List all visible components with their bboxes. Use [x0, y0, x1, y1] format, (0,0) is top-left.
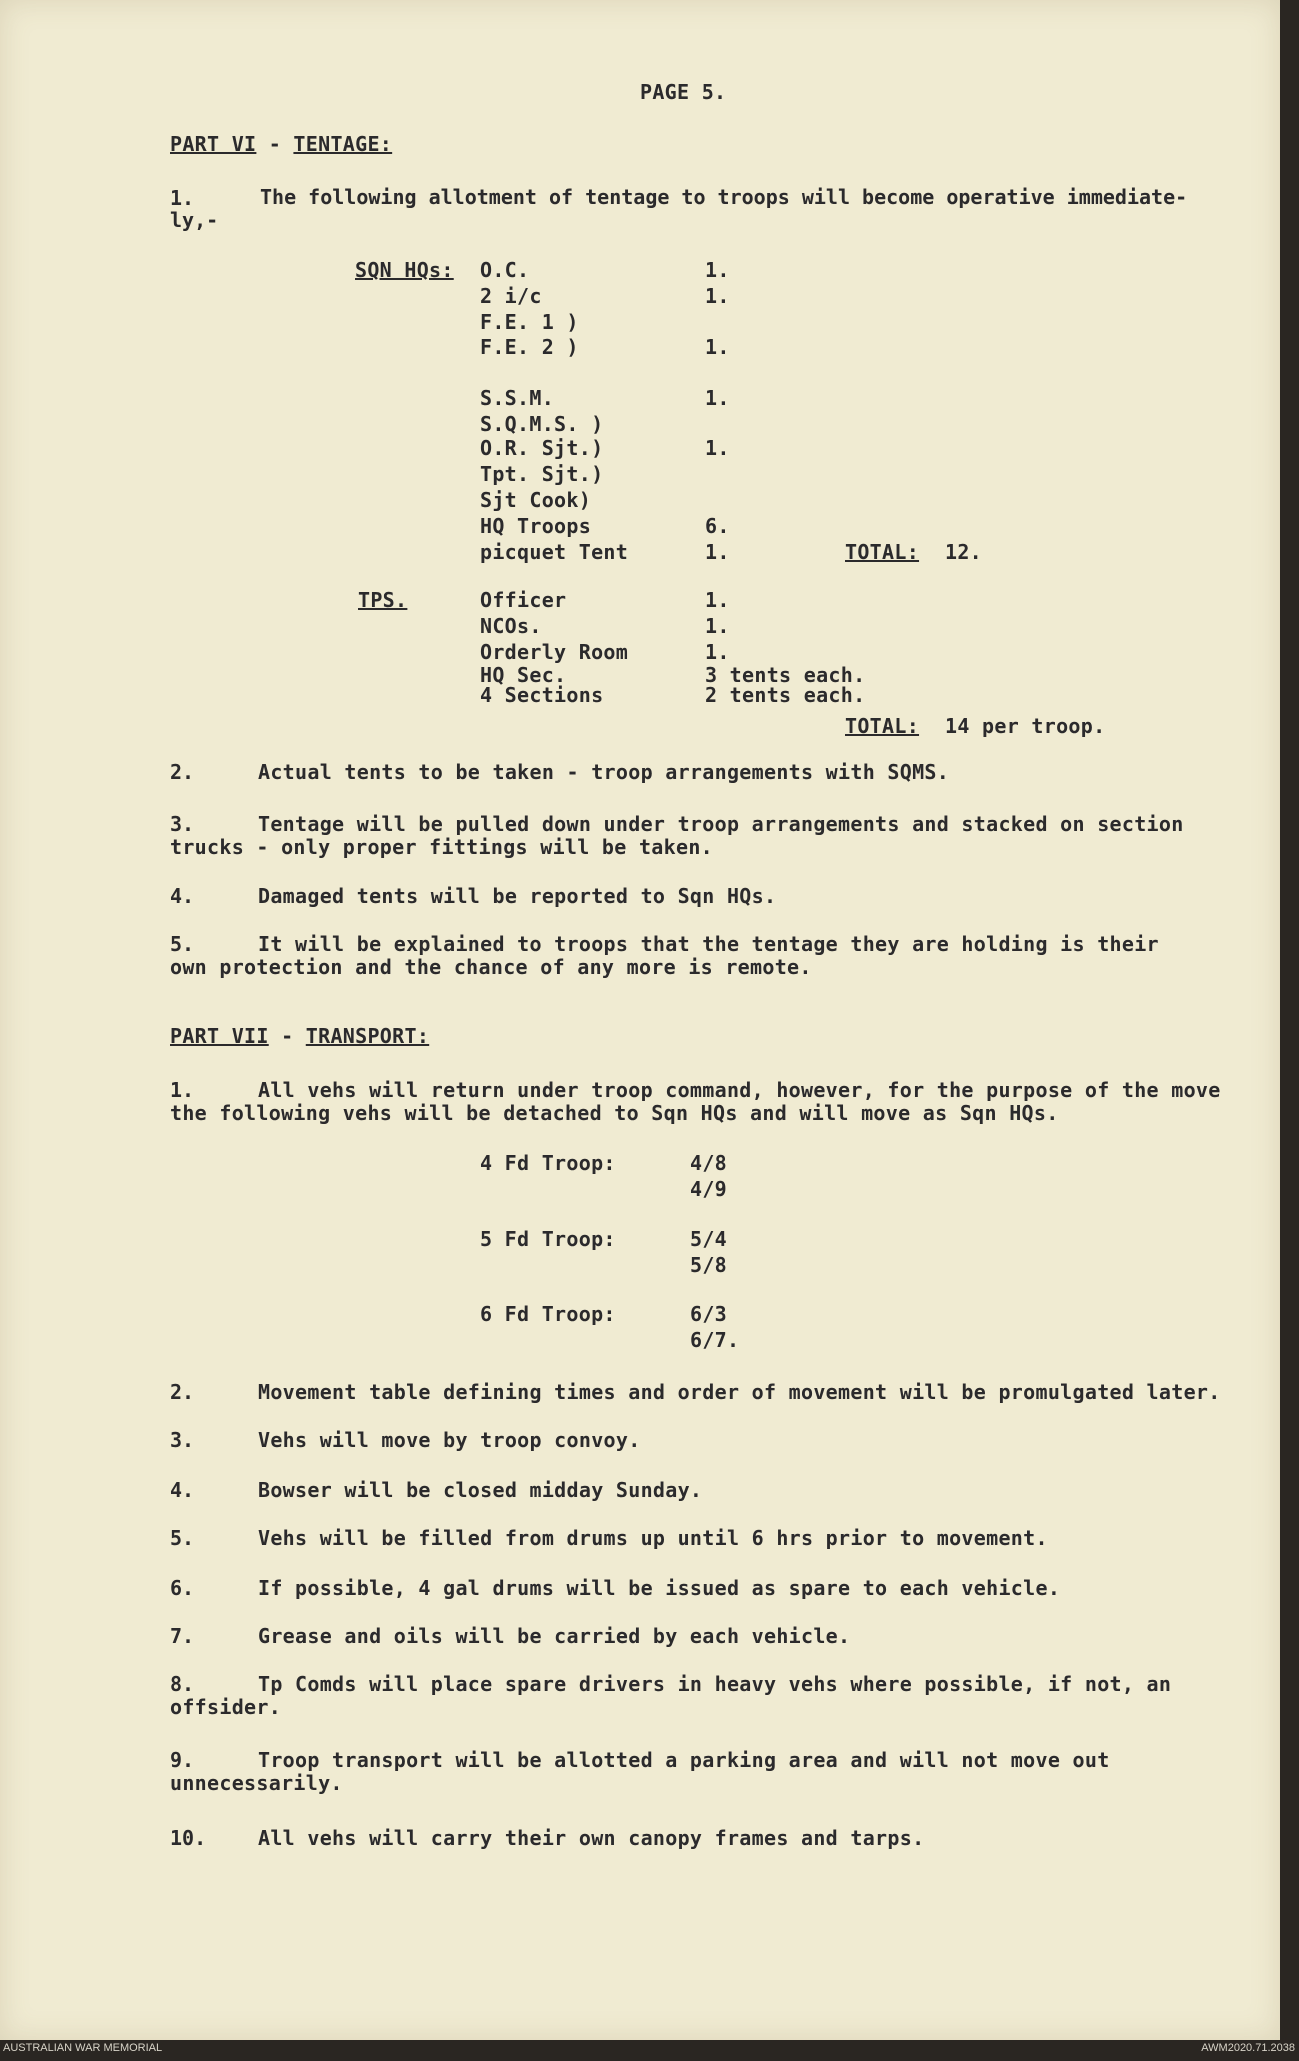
- part7-p1-cont: the following vehs will be detached to Sqn HQs and will move as Sqn HQs.: [170, 1101, 1059, 1125]
- part6-p3-text: Tentage will be pulled down under troop arrangements and stacked on section: [258, 812, 1184, 836]
- tps-total-label: TOTAL:: [845, 714, 920, 738]
- tps-qty: 1.: [705, 614, 730, 638]
- part6-heading: PART VI: [170, 132, 257, 156]
- tps-qty: 1.: [705, 588, 730, 612]
- part7-p2-num: 2.: [170, 1380, 195, 1404]
- tps-qty: 2 tents each.: [705, 683, 866, 707]
- sqn-item: Tpt. Sjt.): [480, 462, 604, 486]
- part7-heading: PART VII: [170, 1024, 269, 1048]
- sqn-qty: 1.: [705, 258, 730, 282]
- part6-p3-num: 3.: [170, 812, 195, 836]
- sqn-total-label: TOTAL:: [845, 540, 920, 564]
- sqn-item: picquet Tent: [480, 540, 629, 564]
- part6-heading-line: [170, 132, 392, 156]
- sqn-qty: 6.: [705, 514, 730, 538]
- sqn-item: F.E. 2 ): [480, 335, 579, 359]
- part7-p5-num: 5.: [170, 1526, 195, 1550]
- sqn-qty: 1.: [705, 436, 730, 460]
- sqn-item: Sjt Cook): [480, 488, 592, 512]
- troop-veh: 6/7.: [690, 1328, 740, 1352]
- part6-p4-text: Damaged tents will be reported to Sqn HQs.: [258, 884, 777, 908]
- troop-veh: 5/8: [690, 1253, 728, 1277]
- part6-p5-num: 5.: [170, 932, 195, 956]
- part6-p2-text: Actual tents to be taken - troop arrangements with SQMS.: [258, 760, 950, 784]
- footer-right: AWM2020.71.2038: [1201, 2042, 1295, 2054]
- tps-item: 4 Sections: [480, 683, 604, 707]
- sqn-qty: 1.: [705, 284, 730, 308]
- sqn-item: HQ Troops: [480, 514, 592, 538]
- part7-p7-num: 7.: [170, 1624, 195, 1648]
- part6-p5-text: It will be explained to troops that the tentage they are holding is their: [258, 932, 1159, 956]
- troop-name: 6 Fd Troop:: [480, 1302, 616, 1326]
- part7-p1-text: All vehs will return under troop command, however, for the purpose of the move: [258, 1078, 1221, 1102]
- sqn-hq-label: SQN HQs:: [355, 258, 454, 282]
- part7-title: TRANSPORT:: [305, 1024, 430, 1048]
- sqn-qty: 1.: [705, 335, 730, 359]
- tps-item: HQ Sec.: [480, 663, 567, 687]
- sqn-item: O.C.: [480, 258, 530, 282]
- part7-p7-text: Grease and oils will be carried by each vehicle.: [258, 1624, 851, 1648]
- part7-p9-text: Troop transport will be allotted a parking area and will not move out: [258, 1748, 1110, 1772]
- tps-item: Officer: [480, 588, 567, 612]
- sqn-qty: 1.: [705, 540, 730, 564]
- tps-qty: 3 tents each.: [705, 663, 866, 687]
- troop-veh: 4/9: [690, 1177, 728, 1201]
- sqn-item: F.E. 1 ): [480, 310, 579, 334]
- part6-dash: -: [268, 132, 282, 156]
- tps-item: NCOs.: [480, 614, 542, 638]
- page-label: PAGE 5.: [640, 80, 727, 104]
- part6-p1-num: 1.: [170, 186, 195, 210]
- footer-left: AUSTRALIAN WAR MEMORIAL: [3, 2042, 163, 2054]
- part7-p6-text: If possible, 4 gal drums will be issued as spare to each vehicle.: [258, 1576, 1061, 1600]
- tps-item: Orderly Room: [480, 640, 629, 664]
- part7-p4-text: Bowser will be closed midday Sunday.: [258, 1478, 703, 1502]
- part7-p10-text: All vehs will carry their own canopy frames and tarps.: [258, 1826, 925, 1850]
- part7-p8-num: 8.: [170, 1672, 195, 1696]
- part7-p1-num: 1.: [170, 1078, 195, 1102]
- troop-veh: 6/3: [690, 1302, 728, 1326]
- part7-p2-text: Movement table defining times and order of movement will be promulgated later.: [258, 1380, 1221, 1404]
- sqn-item: S.Q.M.S. ): [480, 412, 604, 436]
- sqn-item: 2 i/c: [480, 284, 542, 308]
- troop-name: 4 Fd Troop:: [480, 1151, 616, 1175]
- part7-p8-text: Tp Comds will place spare drivers in heavy vehs where possible, if not, an: [258, 1672, 1172, 1696]
- part6-p5-cont: own protection and the chance of any more is remote.: [170, 955, 812, 979]
- part7-p3-num: 3.: [170, 1428, 195, 1452]
- part7-p9-cont: unnecessarily.: [170, 1771, 343, 1795]
- part6-p3-cont: trucks - only proper fittings will be taken.: [170, 835, 714, 859]
- sqn-qty: 1.: [705, 386, 730, 410]
- part6-p2-num: 2.: [170, 760, 195, 784]
- part7-p8-cont: offsider.: [170, 1695, 282, 1719]
- tps-total-value: 14 per troop.: [945, 714, 1106, 738]
- part6-p1-text: The following allotment of tentage to troops will become operative immediate-ly,-: [170, 185, 1188, 232]
- part6-title: TENTAGE:: [293, 132, 393, 156]
- troop-name: 5 Fd Troop:: [480, 1227, 616, 1251]
- part7-heading-line: [170, 1024, 429, 1048]
- part7-dash: -: [281, 1024, 294, 1048]
- part7-p3-text: Vehs will move by troop convoy.: [258, 1428, 641, 1452]
- part7-p10-num: 10.: [170, 1826, 207, 1850]
- part7-p5-text: Vehs will be filled from drums up until 6 hrs prior to movement.: [258, 1526, 1048, 1550]
- part7-p4-num: 4.: [170, 1478, 195, 1502]
- tps-label: TPS.: [358, 588, 408, 612]
- part6-p4-num: 4.: [170, 884, 195, 908]
- part7-p6-num: 6.: [170, 1576, 195, 1600]
- troop-veh: 4/8: [690, 1151, 728, 1175]
- part7-p9-num: 9.: [170, 1748, 195, 1772]
- sqn-item: S.S.M.: [480, 386, 555, 410]
- troop-veh: 5/4: [690, 1227, 728, 1251]
- sqn-item: O.R. Sjt.): [480, 436, 604, 460]
- sqn-total-value: 12.: [945, 540, 983, 564]
- tps-qty: 1.: [705, 640, 730, 664]
